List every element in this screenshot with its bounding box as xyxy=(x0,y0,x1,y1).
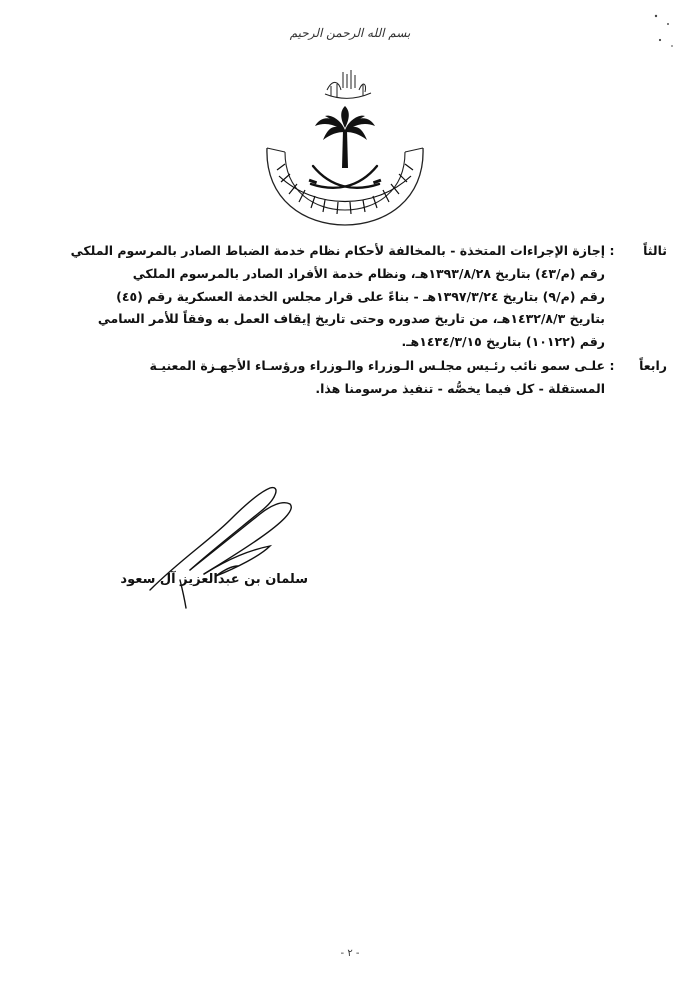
clause-fourth xyxy=(42,355,667,401)
clause-line: رقم (١٠١٢٢) بتاريخ ١٤٣٤/٣/١٥هـ. xyxy=(401,334,605,350)
clause-label: رابعاً xyxy=(639,357,667,373)
clause-line: علـى سمو نائب رئـيس مجلـس الـوزراء والـوزراء ورؤسـاء الأجهـزة المعنيـة xyxy=(149,357,605,373)
clause-text xyxy=(42,240,605,354)
page-number: - ٢ - xyxy=(340,948,360,959)
clause-line: بتاريخ ١٤٣٢/٨/٣هـ، من تاريخ صدوره وحتى تاريخ إيقاف العمل به وفقاً للأمر السامي xyxy=(97,311,605,327)
clause-line: إجازة الإجراءات المتخذة - بالمخالفة لأحكام نظام خدمة الضباط الصادر بالمرسوم الملكي xyxy=(70,243,605,258)
handwritten-signature xyxy=(120,480,360,620)
clause-colon: : xyxy=(609,357,615,373)
decree-body xyxy=(42,240,667,402)
clause-label: ثالثاً xyxy=(643,243,667,258)
clause-third xyxy=(42,240,667,354)
clause-line: رقم (م/٤٣) بتاريخ ١٣٩٣/٨/٢٨هـ، ونظام خدمة الأفراد الصادر بالمرسوم الملكي xyxy=(132,265,605,281)
signatory-name: سلمان بن عبدالعزيز آل سعود xyxy=(120,572,308,587)
clause-text xyxy=(42,355,605,401)
clause-line: المستقلة - كل فيما يخصُّه - تنفيذ مرسومنا هذا. xyxy=(315,380,605,396)
saudi-emblem-icon xyxy=(255,60,435,230)
clause-colon: : xyxy=(609,243,615,258)
basmala-header: بسم الله الرحمن الرحيم xyxy=(289,26,411,40)
clause-line: رقم (م/٩) بتاريخ ١٣٩٧/٣/٢٤هـ - بناءً على قرار مجلس الخدمة العسكرية رقم (٤٥) xyxy=(116,288,605,304)
